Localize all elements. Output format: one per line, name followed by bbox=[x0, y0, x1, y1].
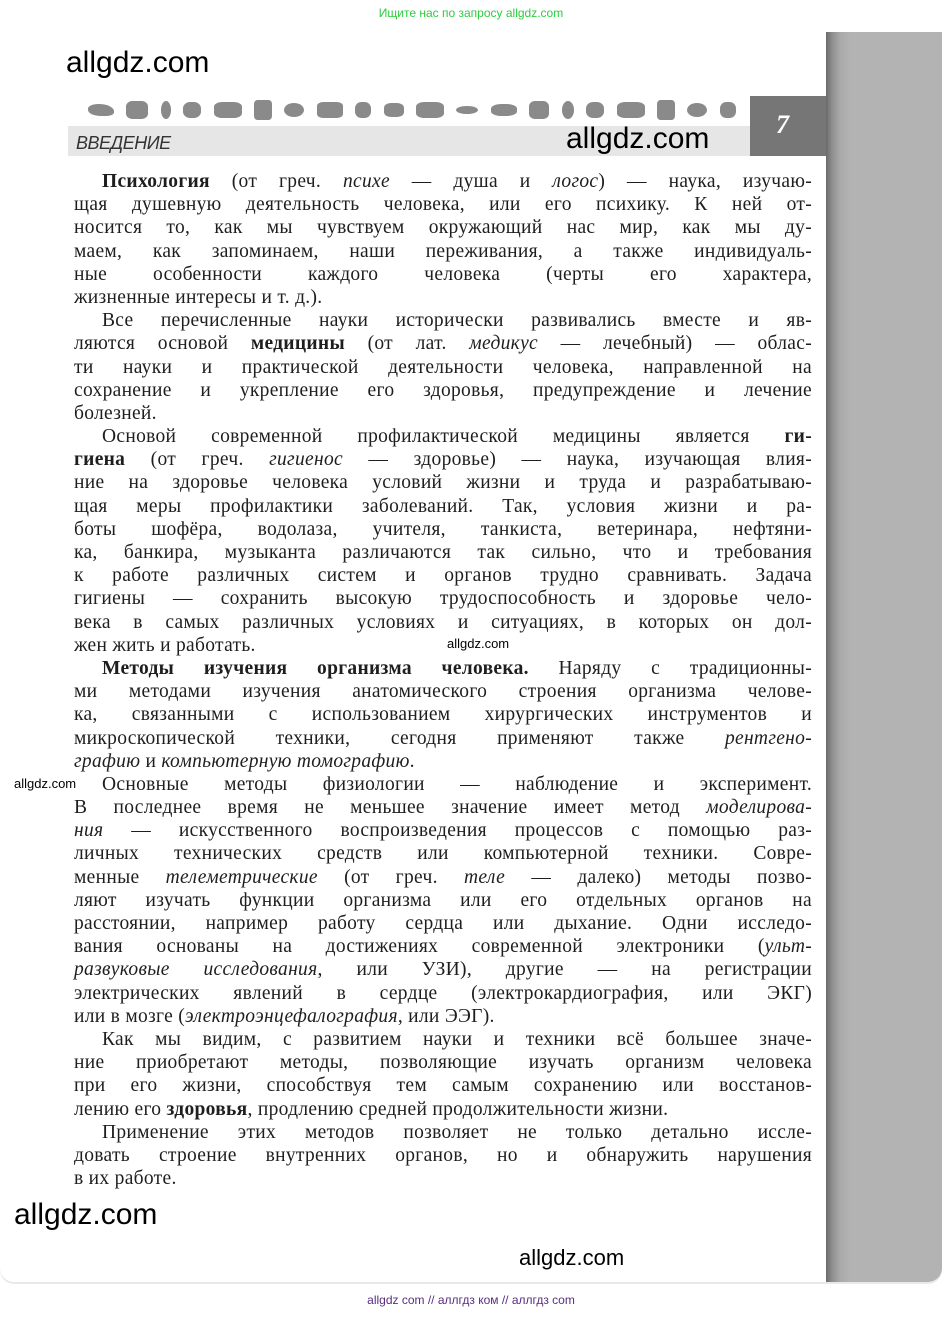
text-line bbox=[74, 1121, 812, 1144]
text-run: жизненные интересы и т. д.). bbox=[74, 286, 323, 308]
text-line bbox=[74, 518, 812, 541]
text-run: болезней. bbox=[74, 402, 157, 424]
text-line bbox=[74, 286, 812, 309]
animal-silhouette-icon bbox=[720, 102, 736, 118]
text-line bbox=[74, 750, 812, 773]
animal-silhouette-icon bbox=[355, 102, 371, 118]
text-run: ные особенности каждого человека (черты его характера, bbox=[74, 263, 812, 285]
watermark: allgdz.com bbox=[566, 122, 710, 155]
text-run: довать строение внутренних органов, но и обнаружить нарушения bbox=[74, 1144, 812, 1166]
text-run: ляют изучать функции организма или его отдельных органов на bbox=[74, 889, 812, 911]
text-line bbox=[74, 611, 812, 634]
text-run: века в самых различных условиях и ситуациях, в которых он дол- bbox=[74, 611, 812, 633]
animal-silhouette-icon bbox=[687, 103, 707, 117]
italic-term: электроэнцефалография bbox=[185, 1005, 398, 1027]
italic-term: медикус bbox=[469, 333, 538, 355]
text-run: Как мы видим, с развитием науки и техники всё большее значе- bbox=[102, 1028, 812, 1050]
paragraph bbox=[74, 309, 812, 425]
text-line bbox=[74, 796, 812, 819]
text-run: , или ЭЭГ). bbox=[397, 1005, 495, 1027]
text-line bbox=[74, 982, 812, 1005]
text-line bbox=[74, 842, 812, 865]
paragraph bbox=[74, 1028, 812, 1121]
text-line bbox=[74, 263, 812, 286]
animal-silhouette-icon bbox=[183, 102, 201, 118]
text-line bbox=[74, 1005, 812, 1028]
text-run: — лечебный) — облас- bbox=[538, 333, 812, 355]
italic-term: ния bbox=[74, 820, 104, 842]
text-run: ка, банкира, музыканта различаются так сильно, что и требования bbox=[74, 542, 812, 563]
text-line bbox=[74, 912, 812, 935]
paragraph bbox=[74, 425, 812, 657]
text-run: (от греч. bbox=[209, 171, 343, 192]
text-run: личных технических средств или компьютерной техники. Совре- bbox=[74, 843, 812, 865]
text-run: микроскопической техники, сегодня применяют также bbox=[74, 727, 725, 749]
text-line bbox=[74, 866, 812, 889]
text-line bbox=[74, 1167, 812, 1190]
bold-term: гиена bbox=[74, 449, 126, 471]
text-run: менные bbox=[74, 866, 166, 888]
animal-silhouette-icon bbox=[284, 103, 304, 117]
text-line bbox=[74, 356, 812, 379]
text-line bbox=[74, 379, 812, 402]
text-line bbox=[74, 657, 812, 680]
italic-term: психе bbox=[342, 171, 390, 192]
text-run: носится то, как мы чувствуем окружающий нас мир, как мы ду- bbox=[74, 217, 812, 239]
text-line bbox=[74, 1074, 812, 1097]
animal-silhouette-icon bbox=[88, 104, 114, 116]
watermark: allgdz.com bbox=[519, 1245, 625, 1270]
text-run: Применение этих методов позволяет не только детально иссле- bbox=[102, 1121, 812, 1143]
text-run: ) — наука, изучаю- bbox=[598, 171, 812, 192]
italic-term: логос bbox=[552, 171, 599, 192]
text-run: ляются основой bbox=[74, 333, 251, 355]
animal-silhouette-icon bbox=[254, 100, 272, 120]
text-line bbox=[74, 1051, 812, 1074]
search-hint-banner: Ищите нас по запросу allgdz.com bbox=[378, 6, 564, 20]
text-line bbox=[74, 587, 812, 610]
text-run: (от греч. bbox=[317, 866, 464, 888]
text-line bbox=[74, 193, 812, 216]
text-run: ние приобретают методы, позволяющие изучать организм человека bbox=[74, 1052, 812, 1074]
bold-term: медицины bbox=[250, 333, 345, 355]
text-line bbox=[74, 564, 812, 587]
text-run: щая душевную деятельность человека, или его психику. К ней от- bbox=[74, 194, 812, 216]
italic-term: графию bbox=[74, 750, 141, 772]
animal-silhouette-icon bbox=[416, 102, 444, 118]
text-line bbox=[74, 703, 812, 726]
watermark: allgdz.com bbox=[447, 636, 510, 651]
text-run: в их работе. bbox=[74, 1168, 177, 1190]
italic-term: компьютерную томографию bbox=[161, 750, 410, 772]
text-line bbox=[74, 425, 812, 448]
italic-term: ульт- bbox=[764, 936, 812, 958]
text-run: жен жить и работать. bbox=[74, 634, 256, 656]
section-title: ВВЕДЕНИЕ bbox=[76, 133, 171, 153]
bold-term: ги- bbox=[784, 426, 812, 448]
text-run: . bbox=[409, 750, 415, 772]
text-run: сохранение и укрепление его здоровья, предупреждение и лечение bbox=[74, 379, 812, 401]
text-run: вания основаны на достижениях современной электроники ( bbox=[74, 936, 765, 958]
watermark: allgdz.com bbox=[66, 46, 210, 79]
text-run: (от греч. bbox=[125, 449, 270, 471]
text-run: — здоровье) — наука, изучающая влия- bbox=[342, 449, 812, 471]
text-line bbox=[74, 680, 812, 703]
page-text bbox=[74, 170, 812, 1190]
text-run: лению его bbox=[74, 1098, 167, 1120]
text-line bbox=[74, 889, 812, 912]
text-line bbox=[74, 773, 812, 796]
text-run: к работе различных систем и органов трудно сравнивать. Задача bbox=[74, 565, 812, 587]
text-run: расстоянии, например работу сердца или дыхание. Одни исследо- bbox=[74, 913, 812, 934]
text-run: — искусственного воспроизведения процессов с помощью раз- bbox=[103, 820, 812, 842]
text-run: и bbox=[140, 750, 162, 772]
animal-silhouette-icon bbox=[529, 101, 549, 119]
text-line bbox=[74, 1098, 812, 1121]
italic-term: теле bbox=[464, 866, 506, 888]
paragraph bbox=[74, 773, 812, 1028]
text-run: — далеко) методы позво- bbox=[505, 866, 812, 888]
text-line bbox=[74, 495, 812, 518]
watermark: allgdz.com bbox=[14, 776, 77, 791]
page-number: 7 bbox=[776, 110, 789, 139]
paragraph bbox=[74, 1121, 812, 1191]
italic-term: моделирова- bbox=[706, 797, 812, 819]
animal-silhouette-icon bbox=[456, 106, 478, 114]
text-line bbox=[74, 448, 812, 471]
animal-silhouette-icon bbox=[317, 102, 343, 118]
text-line bbox=[74, 1028, 812, 1051]
text-line bbox=[74, 958, 812, 981]
text-line bbox=[74, 819, 812, 842]
text-run: ми методами изучения анатомического строения организма челове- bbox=[74, 681, 812, 703]
animal-silhouette-icon bbox=[126, 101, 148, 119]
text-run: при его жизни, способствуя тем самым сохранению или восстанов- bbox=[74, 1075, 812, 1097]
bold-term: Психология bbox=[102, 171, 210, 192]
animal-silhouette-icon bbox=[161, 101, 171, 119]
italic-term: рентгено- bbox=[724, 727, 812, 749]
text-run: ти науки и практической деятельности человека, направленной на bbox=[74, 356, 812, 378]
text-line bbox=[74, 1144, 812, 1167]
text-run: ние на здоровье человека условий жизни и труда и разрабатываю- bbox=[74, 472, 812, 494]
text-run: боты шофёра, водолаза, учителя, танкиста, ветеринара, нефтяни- bbox=[74, 518, 812, 540]
text-line bbox=[74, 170, 812, 193]
text-run: — душа и bbox=[389, 171, 553, 192]
page-edge-strip bbox=[826, 32, 942, 1282]
animal-silhouette-icon bbox=[586, 102, 604, 118]
text-line bbox=[74, 332, 812, 355]
italic-term: гигиенос bbox=[269, 449, 343, 471]
paragraph bbox=[74, 170, 812, 309]
watermark: allgdz.com bbox=[14, 1198, 158, 1231]
text-run: Основные методы физиологии — наблюдение и эксперимент. bbox=[102, 773, 812, 795]
bold-term: здоровья bbox=[166, 1098, 248, 1120]
text-run: Основой современной профилактической медицины является bbox=[102, 426, 785, 448]
text-line bbox=[74, 216, 812, 239]
footer-links: allgdz com // аллгдз ком // аллгдз com bbox=[367, 1293, 575, 1307]
text-line bbox=[74, 634, 812, 657]
text-line bbox=[74, 541, 812, 564]
text-run: Все перечисленные науки исторически развивались вместе и яв- bbox=[102, 310, 812, 332]
animal-silhouette-icon bbox=[491, 104, 517, 116]
italic-term: развуковые исследования bbox=[74, 959, 318, 981]
text-run: , продлению средней продолжительности жизни. bbox=[247, 1098, 669, 1120]
text-run: гигиены — сохранить высокую трудоспособность и здоровье чело- bbox=[74, 588, 812, 610]
text-line bbox=[74, 240, 812, 263]
text-run: (от лат. bbox=[344, 333, 470, 355]
text-run: Наряду с традиционны- bbox=[528, 657, 812, 679]
italic-term: телеметрические bbox=[165, 866, 318, 888]
text-run: щая меры профилактики заболеваний. Так, условия жизни и ра- bbox=[74, 495, 812, 517]
text-line bbox=[74, 471, 812, 494]
text-line bbox=[74, 727, 812, 750]
paragraph bbox=[74, 657, 812, 773]
animal-silhouette-icon bbox=[214, 102, 242, 118]
bold-term: Методы изучения организма человека. bbox=[102, 657, 529, 679]
animal-silhouette-icon bbox=[657, 100, 675, 120]
animal-silhouette-icon bbox=[617, 102, 645, 118]
text-run: В последнее время не меньшее значение имеет метод bbox=[74, 797, 707, 819]
animal-silhouettes-ornament bbox=[88, 98, 736, 122]
animal-silhouette-icon bbox=[562, 101, 574, 119]
text-run: или в мозге ( bbox=[74, 1005, 186, 1027]
text-run: маем, как запоминаем, наши переживания, а также индивидуаль- bbox=[74, 240, 812, 262]
text-line bbox=[74, 935, 812, 958]
text-run: электрических явлений в сердце (электрокардиография, или ЭКГ) bbox=[74, 982, 812, 1004]
animal-silhouette-icon bbox=[384, 103, 404, 117]
text-run: ка, связанными с использованием хирургических инструментов и bbox=[74, 704, 812, 726]
text-line bbox=[74, 402, 812, 425]
text-line bbox=[74, 309, 812, 332]
text-run: , или УЗИ), другие — на регистрации bbox=[317, 959, 812, 981]
